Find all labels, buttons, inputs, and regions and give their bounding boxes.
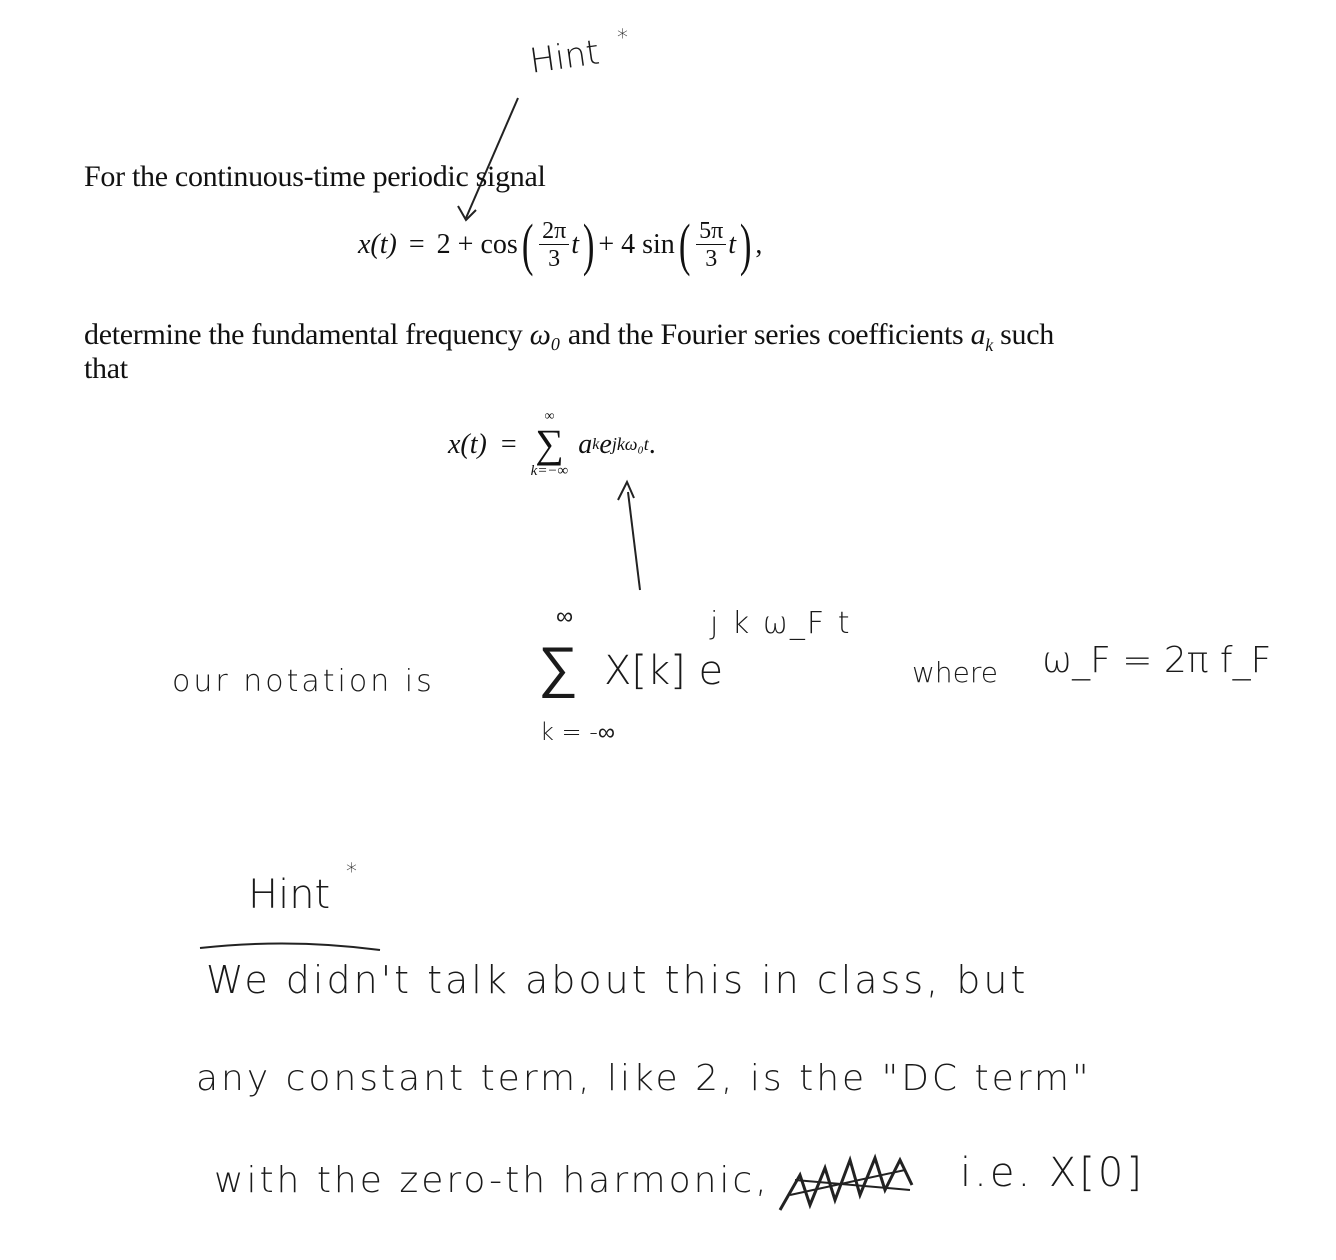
task-text-line1: determine the fundamental frequency ω₀ and the Fourier series coefficients $a_k$ such [84, 318, 1054, 355]
hint-top-label: Hint [527, 32, 603, 82]
handwritten-sum-bottom: k = -∞ [540, 718, 616, 746]
hint-bottom-asterisk: * [346, 860, 357, 885]
task-text-line2: that [84, 352, 128, 385]
handwritten-sigma: ∑ [538, 635, 578, 700]
hint-line-3: with the zero-th harmonic, [214, 1160, 770, 1201]
hint-top-asterisk: * [617, 26, 628, 51]
intro-text: For the continuous-time periodic signal [84, 160, 546, 193]
hint-bottom-label: Hint [248, 872, 331, 918]
where-label: where [912, 656, 998, 689]
wf-formula: ω_F = 2π f_F [1042, 640, 1272, 681]
handwritten-sum-top: ∞ [556, 602, 574, 630]
our-notation-label: our notation is [172, 664, 435, 699]
fourier-series-equation: x(t) = ∞ ∑ k=−∞ a k e jkω₀t . [448, 409, 656, 479]
hint-line-2: any constant term, like 2, is the "DC term" [196, 1058, 1092, 1099]
handwritten-sum-exponent: j k ω_F t [710, 606, 852, 641]
handwritten-sum-term: X[k] e [604, 648, 724, 694]
signal-equation: x(t) = 2 + cos ( $\frac{2\pi}{3}$ t ) + 4 sin ( $\frac{5\pi}{3}$ t ) , [358, 212, 763, 277]
hint-line-1: We didn't talk about this in class, but [206, 958, 1029, 1002]
hint-line-3-end: i.e. X[0] [960, 1150, 1145, 1196]
